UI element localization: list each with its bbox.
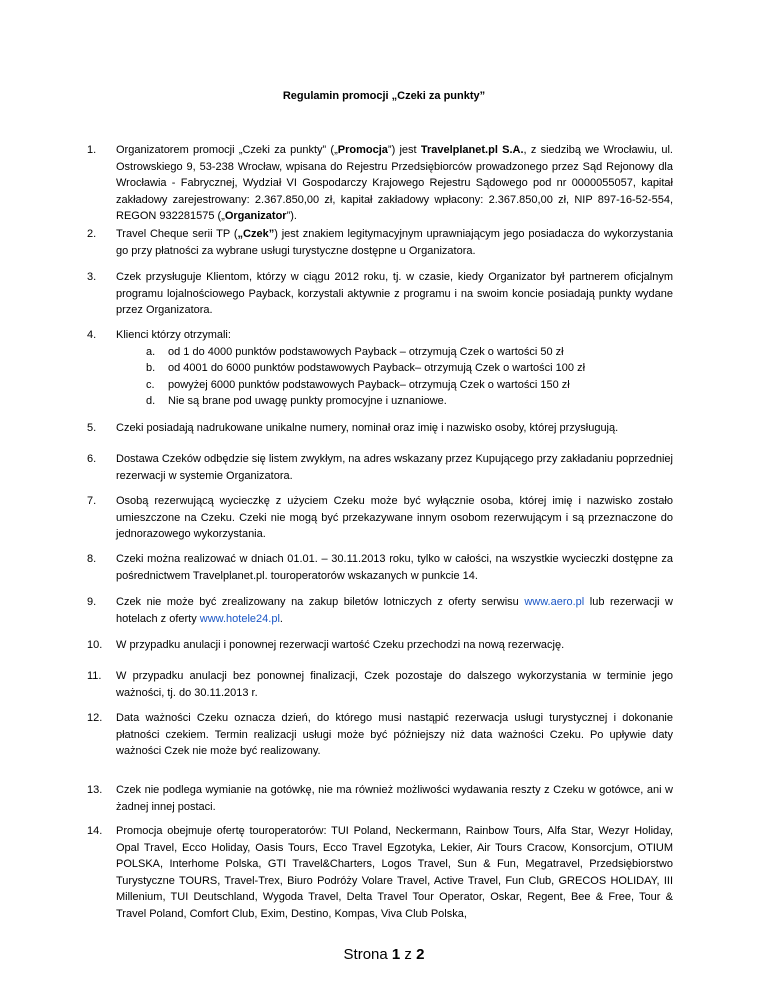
text-fragment: Czeki można realizować w dniach 01.01. – 30.11.2013 roku, tylko w całości, na wszystkie wycieczki dostępne za pośrednictwem Travelplanet.pl. touroperatorów wskazanych w punkcie 14. xyxy=(116,553,673,582)
rule-text xyxy=(116,269,673,319)
sub-item-text: powyżej 6000 punktów podstawowych Payback– otrzymują Czek o wartości 150 zł xyxy=(168,378,570,391)
text-fragment: Osobą rezerwującą wycieczkę z użyciem Czeku może być wyłącznie osoba, której imię i nazwisko zostało umieszczone na Czeku. Czeki nie mogą być przekazywane innym osobom rezerwującym i są przeznaczone do jednorazowego wykorzystania. xyxy=(116,495,673,540)
text-fragment: ) jest znakiem legitymacyjnym uprawniającym jego posiadacza do wykorzystania go przy płatności za wybrane usługi turystyczne dostępne u Organizatora. xyxy=(116,228,674,257)
sub-item-letter: c. xyxy=(146,378,155,391)
footer-middle: z xyxy=(400,946,417,963)
rule-number: 10. xyxy=(87,639,103,651)
rule-number: 1. xyxy=(87,144,97,156)
rule-text xyxy=(116,451,673,484)
text-fragment: Dostawa Czeków odbędzie się listem zwykłym, na adres wskazany przez Kupującego przy zakładaniu poprzedniej rezerwacji w systemie Organizatora. xyxy=(116,453,673,482)
text-fragment: W przypadku anulacji i ponownej rezerwacji wartość Czeku przechodzi na nową rezerwację. xyxy=(116,639,565,651)
text-fragment: Data ważności Czeku oznacza dzień, do którego musi nastąpić rezerwacja usługi turystycznej i dokonanie płatności czekiem. Termin realizacji usługi może być późniejszy niż data ważności Czeku. Po upływie daty ważności Czek nie może być realizowany. xyxy=(116,712,673,757)
sub-item-letter: a. xyxy=(146,345,156,358)
rule-paragraph xyxy=(116,493,673,543)
text-fragment: Promocja obejmuje ofertę touroperatorów: TUI Poland, Neckermann, Rainbow Tours, Alfa Star, Wezyr Holiday, Opal Travel, Ecco Holiday, Oasis Tours, Ecco Travel Egzotyka, Lekier, Air Tours Cracow, Konsorcjum, OTIUM POLSKA, Interhome Polska, GTI Travel&Charters, Logos Travel, Sun & Fun, Megatravel, Przedsiębiorstwo Turystyczne TOURS, Travel-Trex, Biuro Podróży Volare Travel, Active Travel, Fun Club, GRECOS HOLIDAY, III Millenium, TUI Deutschland, Wygoda Travel, Delta Travel Tour Operator, Oskar, Regent, Bee & Free, Tour & Travel Poland, Comfort Club, Exim, Destino, Kompas, Viva Club Polska, xyxy=(116,825,673,920)
text-fragment: W przypadku anulacji bez ponownej finalizacji, Czek pozostaje do dalszego wykorzystania w terminie jego ważności, tj. do 30.11.2013 r. xyxy=(116,670,673,699)
text-fragment: . xyxy=(279,612,283,625)
rule-text xyxy=(116,637,673,654)
rule-text xyxy=(116,551,673,584)
rule-text xyxy=(116,668,673,701)
rule-number: 14. xyxy=(87,825,103,837)
rule-paragraph xyxy=(116,782,673,815)
rule-paragraph xyxy=(116,710,673,760)
text-fragment: ”). xyxy=(286,210,297,222)
text-fragment: Czek przysługuje Klientom, którzy w ciągu 2012 roku, tj. w czasie, kiedy Organizator był partnerem oficjalnym programu lojalnościowego Payback, korzystali aktywnie z programu i na swoim koncie posiadają punkty wydane przez Organizatora. xyxy=(116,271,673,316)
text-fragment: Travel Cheque serii TP ( xyxy=(116,228,238,240)
sub-item-letter: d. xyxy=(146,395,156,407)
sub-item xyxy=(116,377,673,394)
rule-number: 9. xyxy=(87,596,97,608)
rule-paragraph xyxy=(116,551,673,584)
rule-number: 2. xyxy=(87,228,97,240)
rule-number: 5. xyxy=(87,422,97,434)
document-title: Regulamin promocji „Czeki za punkty” xyxy=(282,90,486,102)
rule-number: 6. xyxy=(87,453,97,465)
rule-paragraph xyxy=(116,420,673,437)
rule-paragraph xyxy=(116,327,673,344)
sub-item-text: od 1 do 4000 punktów podstawowych Payback – otrzymują Czek o wartości 50 zł xyxy=(168,345,564,358)
sub-item-text: Nie są brane pod uwagę punkty promocyjne i uznaniowe. xyxy=(168,395,447,407)
bold-term: Promocja xyxy=(337,144,388,156)
bold-term: Organizator xyxy=(224,210,287,222)
text-fragment: Czeki posiadają nadrukowane unikalne numery, nominał oraz imię i nazwisko osoby, której przysługują. xyxy=(116,422,619,434)
rule-text xyxy=(116,823,673,922)
rule-number: 12. xyxy=(87,712,103,724)
rule-paragraph xyxy=(116,226,673,259)
sub-item xyxy=(116,393,673,410)
rule-number: 3. xyxy=(87,271,97,283)
text-fragment: Czek nie może być zrealizowany na zakup biletów lotniczych z oferty serwisu xyxy=(116,596,525,608)
page-footer xyxy=(0,946,768,964)
rule-paragraph xyxy=(116,823,673,922)
rule-paragraph xyxy=(116,637,673,654)
text-fragment: Czek nie podlega wymianie na gotówkę, nie ma również możliwości wydawania reszty z Czeku w gotówce, ani w żadnej innej postaci. xyxy=(116,784,673,813)
external-link[interactable]: www.aero.pl xyxy=(524,596,585,608)
footer-page-number: 1 xyxy=(391,946,401,963)
footer-page-total: 2 xyxy=(416,946,425,963)
footer-prefix: Strona xyxy=(343,946,392,963)
text-fragment: , z siedzibą we Wrocławiu, ul. Ostrowskiego 9, 53-238 Wrocław, wpisana do Rejestru Przedsiębiorców prowadzonego przez Sąd Rejonowy dla Wrocławia - Fabrycznej, Wydział VI Gospodarczy Krajowego Rejestru Sądowego pod nr 0000055057, kapitał zakładowy zarejestrowany: 2.367.850,00 zł, kapitał zakładowy wpłacony: 2.367.850,00 zł, NIP 897-16-52-554, REGON 932281575 („ xyxy=(116,144,673,222)
rule-text xyxy=(116,594,673,627)
rule-text xyxy=(116,782,673,815)
rule-text xyxy=(116,327,673,410)
rule-paragraph xyxy=(116,668,673,701)
text-fragment: ”) jest xyxy=(387,144,421,156)
rule-paragraph xyxy=(116,594,673,627)
sub-item xyxy=(116,360,673,377)
rule-number: 8. xyxy=(87,553,97,565)
text-fragment: Klienci którzy otrzymali: xyxy=(116,329,231,341)
rule-text xyxy=(116,226,673,259)
sub-item-text: od 4001 do 6000 punktów podstawowych Payback– otrzymują Czek o wartości 100 zł xyxy=(168,362,586,374)
external-link[interactable]: www.hotele24.pl xyxy=(199,612,280,625)
bold-term: „Czek” xyxy=(237,228,275,240)
rule-number: 7. xyxy=(87,495,97,507)
rule-paragraph xyxy=(116,142,673,225)
bold-term: Travelplanet.pl S.A. xyxy=(420,144,524,156)
sub-item xyxy=(116,344,673,361)
rule-text xyxy=(116,710,673,760)
sub-item-letter: b. xyxy=(146,362,156,374)
rule-number: 4. xyxy=(87,329,97,341)
text-fragment: lub rezerwacji w hotelach z oferty xyxy=(116,596,674,625)
rule-number: 13. xyxy=(87,784,103,796)
text-fragment: Organizatorem promocji „Czeki za punkty” („ xyxy=(116,144,338,156)
rule-text xyxy=(116,420,673,437)
rule-text xyxy=(116,142,673,225)
rule-text xyxy=(116,493,673,543)
rule-paragraph xyxy=(116,451,673,484)
rule-number: 11. xyxy=(87,670,102,682)
rule-paragraph xyxy=(116,269,673,319)
